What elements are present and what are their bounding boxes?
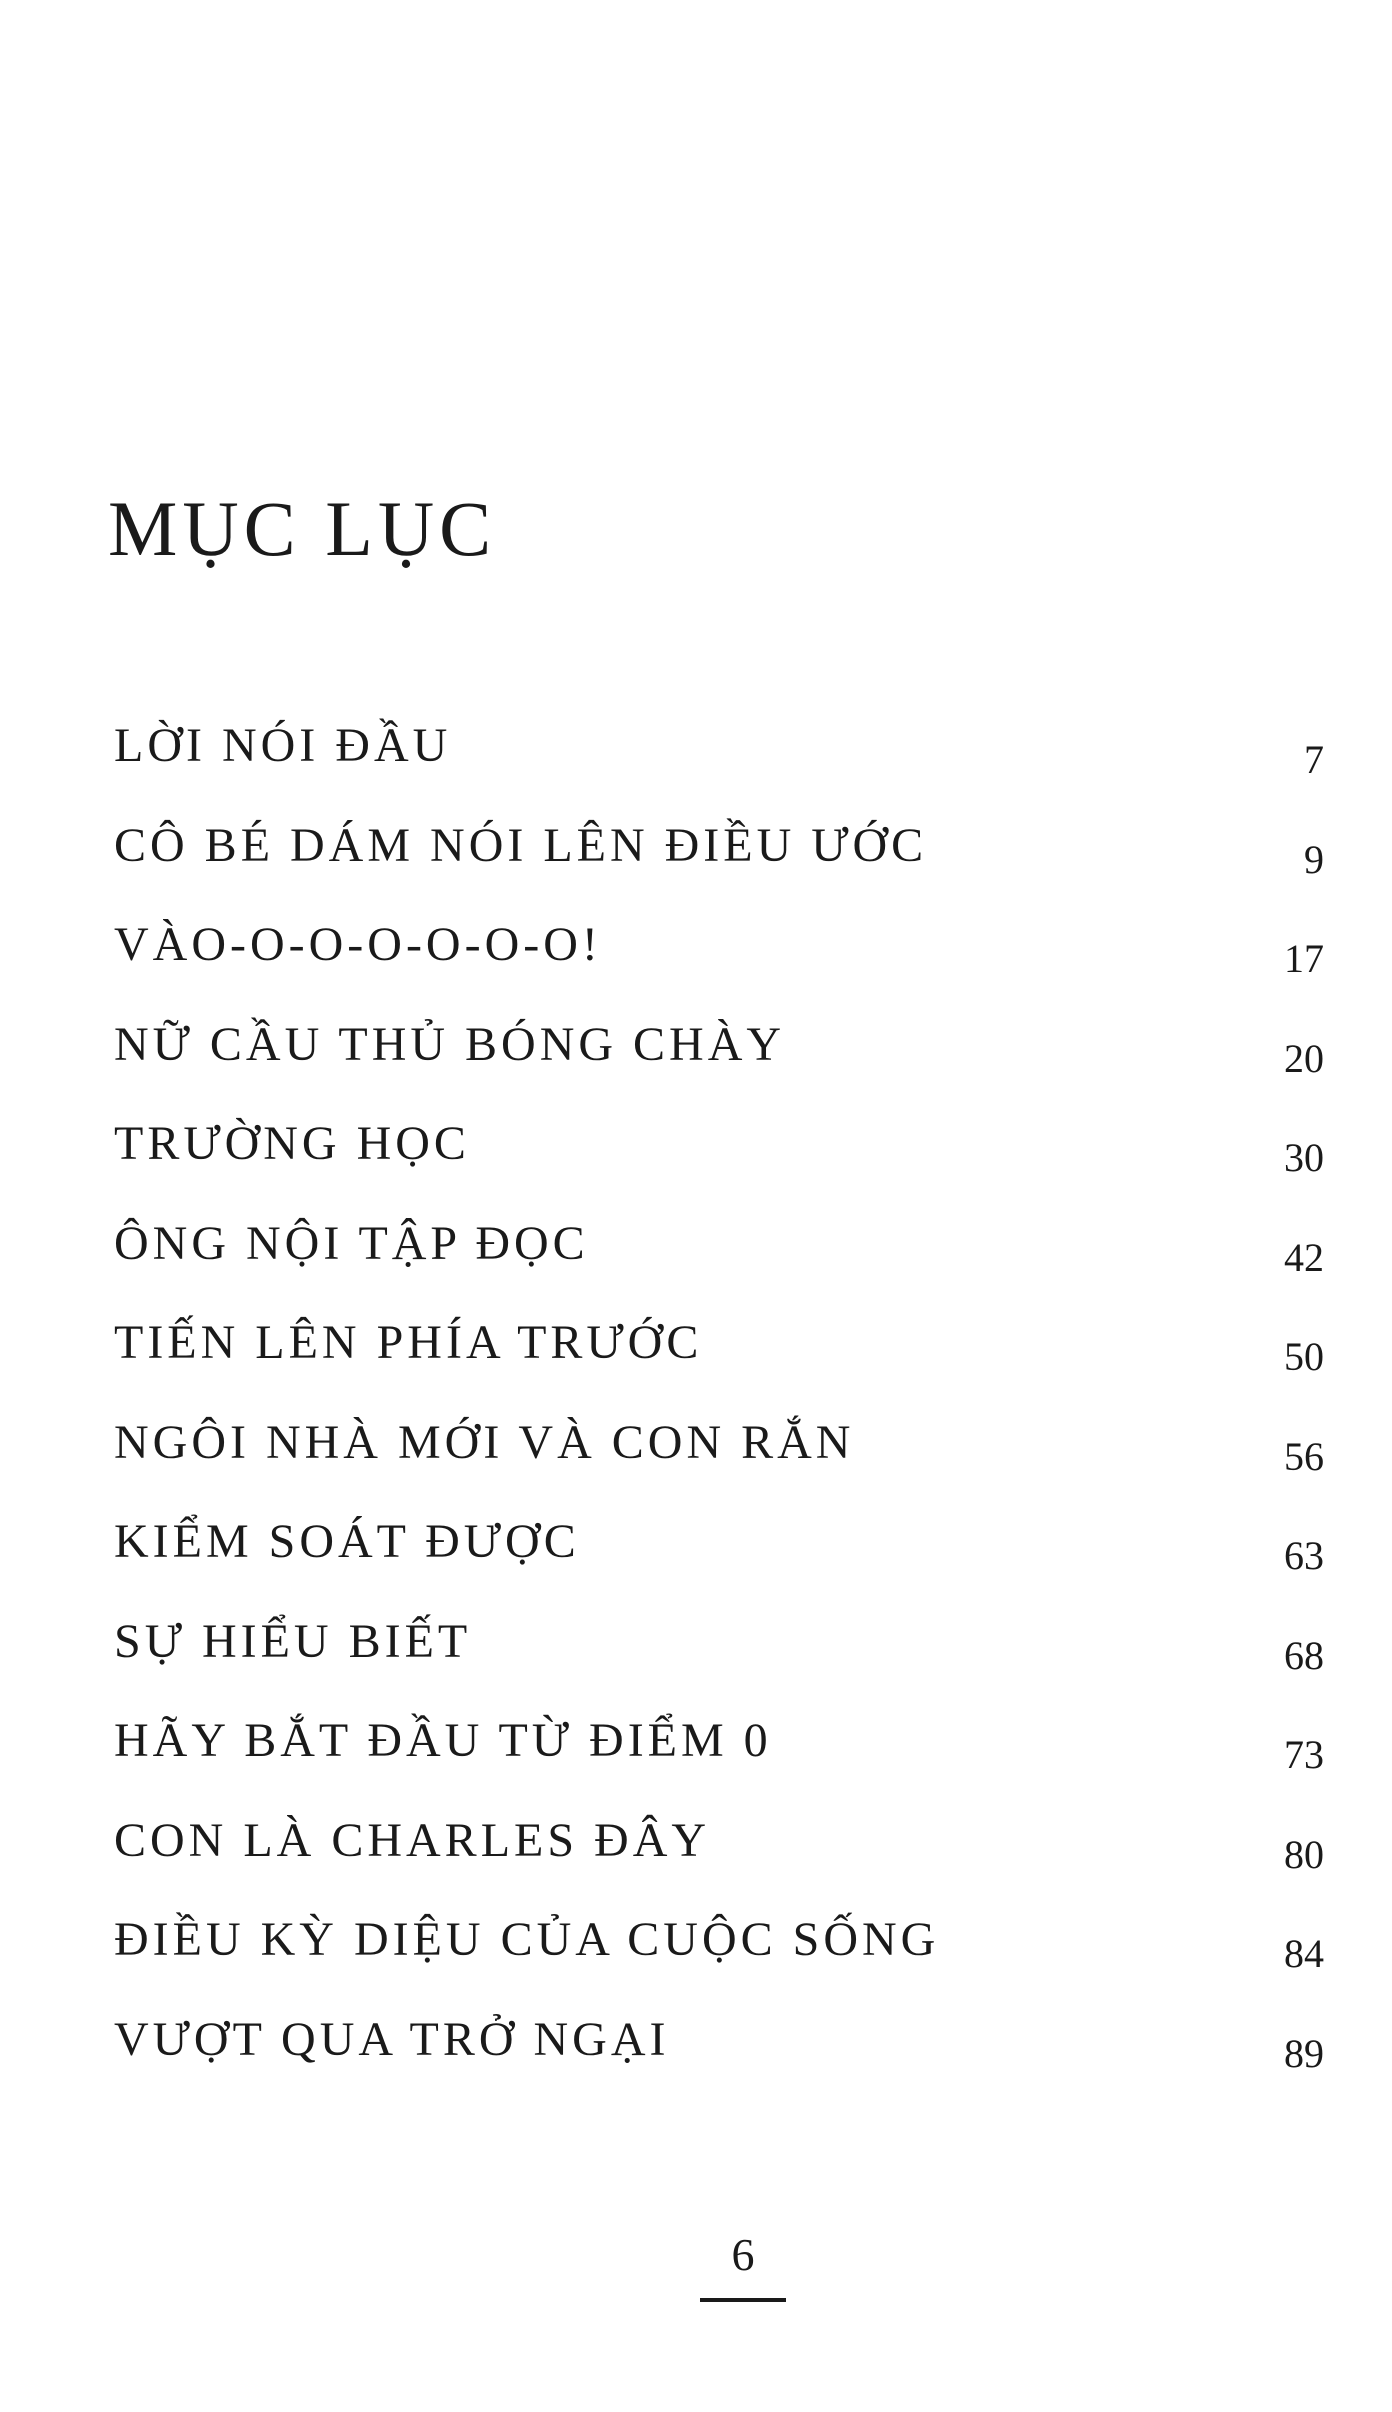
toc-entry-title: NGÔI NHÀ MỚI VÀ CON RẮN [114, 1415, 855, 1469]
toc-entry-page: 63 [1284, 1533, 1324, 1578]
toc-entry-title: CON LÀ CHARLES ĐÂY [114, 1813, 711, 1867]
toc-entry-page: 42 [1284, 1234, 1324, 1280]
toc-entry-title: CÔ BÉ DÁM NÓI LÊN ĐIỀU ƯỚC [114, 818, 928, 872]
toc-entry-page: 30 [1284, 1135, 1324, 1180]
toc-entry-page: 80 [1284, 1831, 1324, 1877]
toc-entry [114, 816, 1324, 916]
toc-entry [114, 1512, 1324, 1612]
toc-entry [114, 1711, 1324, 1811]
toc-entry-title: NỮ CẦU THỦ BÓNG CHÀY [114, 1017, 786, 1071]
toc-entry-page: 89 [1284, 2030, 1324, 2076]
toc-entry-page: 7 [1304, 737, 1324, 782]
toc-entry-title: ĐIỀU KỲ DIỆU CỦA CUỘC SỐNG [114, 1913, 940, 1966]
toc-entry [114, 915, 1324, 1015]
toc-entry-title: TIẾN LÊN PHÍA TRƯỚC [114, 1316, 703, 1369]
toc-entry-page: 56 [1284, 1433, 1324, 1479]
toc-entry [114, 1015, 1324, 1115]
toc-entry-page: 20 [1284, 1035, 1324, 1081]
toc-entry [114, 1612, 1324, 1712]
toc-entry [114, 716, 1324, 816]
toc-entry-title: KIỂM SOÁT ĐƯỢC [114, 1515, 580, 1568]
toc-entry-page: 84 [1284, 1931, 1324, 1976]
toc-entry-page: 17 [1284, 936, 1324, 981]
toc-entry-title: LỜI NÓI ĐẦU [114, 719, 452, 772]
toc-entry-title: VÀO-O-O-O-O-O-O! [114, 918, 602, 971]
toc-entry-page: 50 [1284, 1334, 1324, 1379]
page-number-underline [700, 2298, 786, 2302]
toc-entry-title: HÃY BẮT ĐẦU TỪ ĐIỂM 0 [114, 1714, 772, 1767]
toc-entry-title: TRƯỜNG HỌC [114, 1117, 470, 1170]
toc-entry [114, 1114, 1324, 1214]
toc-entry-title: VƯỢT QUA TRỞ NGẠI [114, 2012, 670, 2066]
toc-entry-page: 9 [1304, 836, 1324, 882]
page-number: 6 [731, 2229, 755, 2280]
toc-entry [114, 1413, 1324, 1513]
page-title: MỤC LỤC [108, 485, 497, 572]
toc-entry-page: 68 [1284, 1632, 1324, 1678]
table-of-contents [114, 716, 1324, 2109]
toc-entry-title: SỰ HIỂU BIẾT [114, 1614, 472, 1668]
toc-entry-title: ÔNG NỘI TẬP ĐỌC [114, 1216, 589, 1270]
toc-entry [114, 1214, 1324, 1314]
toc-entry-page: 73 [1284, 1732, 1324, 1777]
toc-entry [114, 1313, 1324, 1413]
toc-entry [114, 1811, 1324, 1911]
toc-entry [114, 2010, 1324, 2110]
toc-entry [114, 1910, 1324, 2010]
